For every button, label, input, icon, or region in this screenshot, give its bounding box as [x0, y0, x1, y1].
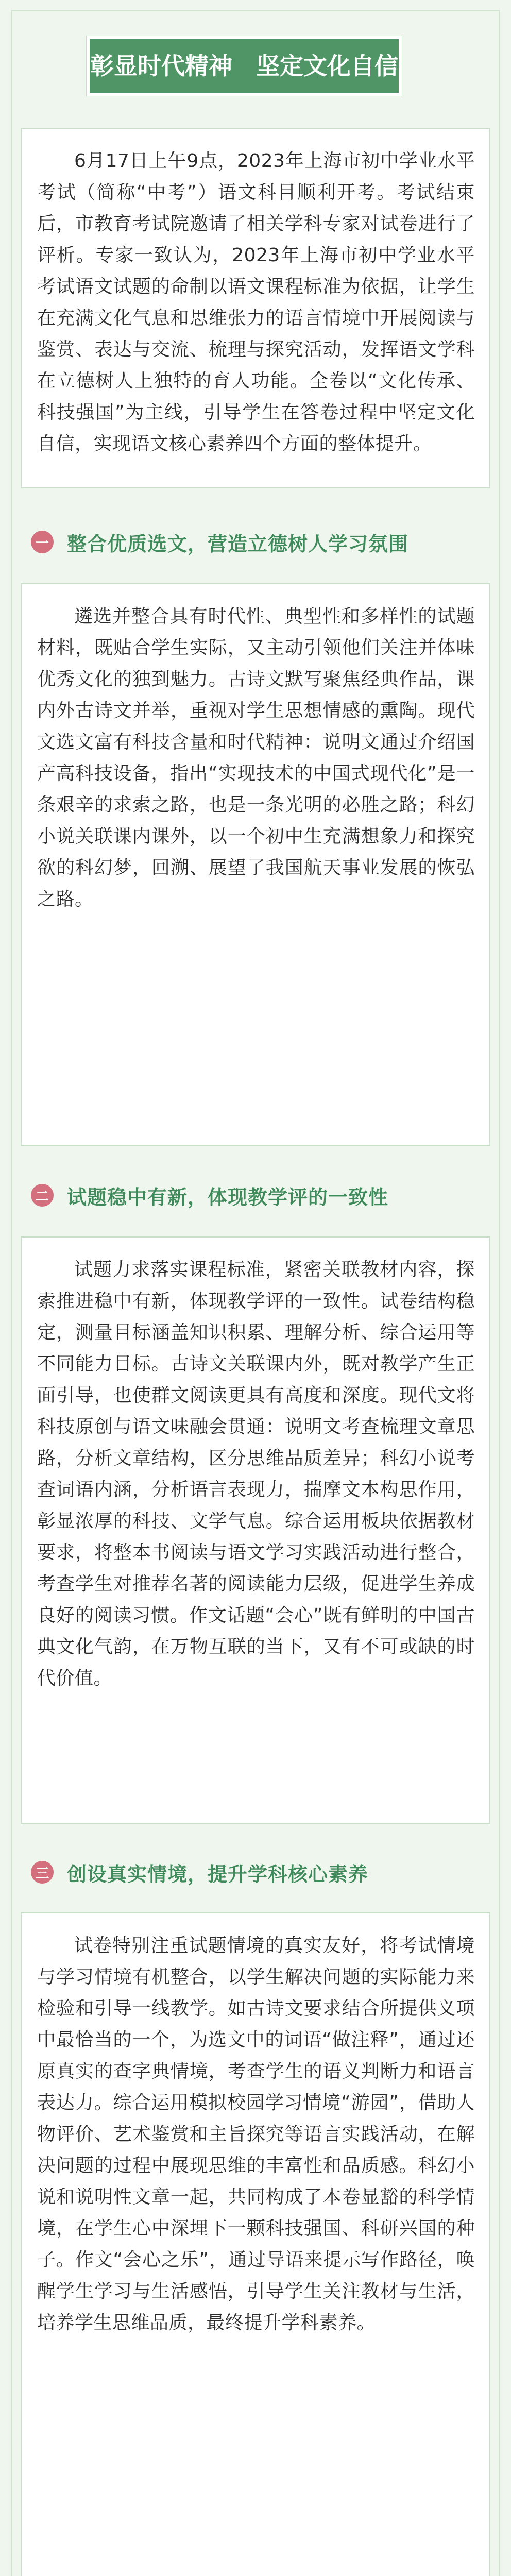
section-number-badge: 一: [31, 531, 54, 553]
section-number-badge: 三: [31, 1861, 54, 1884]
section-panel-1: [21, 583, 490, 1146]
section-heading-1: [21, 515, 490, 569]
section-title: 试题稳中有新，体现教学评的一致性: [67, 1185, 389, 1209]
section-panel-2: [21, 1236, 490, 1824]
section-heading-3: [21, 1845, 490, 1899]
section-heading-2: [21, 1168, 490, 1222]
section-title: 创设真实情境，提升学科核心素养: [67, 1862, 369, 1886]
section-title: 整合优质选文，营造立德树人学习氛围: [67, 532, 409, 555]
section-paragraph: 试题力求落实课程标准，紧密关联教材内容，探索推进稳中有新，体现教学评的一致性。试卷结构稳定，测量目标涵盖知识积累、理解分析、综合运用等不同能力目标。古诗文关联课内外，既对教学产生正面引导，也使群文阅读更具有高度和深度。现代文将科技原创与语文味融会贯通：说明文考查梳理文章思路，分析文章结构，区分思维品质差异；科幻小说考查词语内涵，分析语言表现力，揣摩文本构思作用，彰显浓厚的科技、文学气息。综合运用板块依据教材要求，将整本书阅读与语文学习实践活动进行整合，考查学生对推荐名著的阅读能力层级，促进学生养成良好的阅读习惯。作文话题“会心”既有鲜明的中国古典文化气韵，在万物互联的当下，又有不可或缺的时代价值。: [37, 1259, 475, 1689]
intro-paragraph: 6月17日上午9点，2023年上海市初中学业水平考试（简称“中考”）语文科目顺利开考。考试结束后，市教育考试院邀请了相关学科专家对试卷进行了评析。专家一致认为，2023年上海市初中学业水平考试语文试题的命制以语文课程标准为依据，让学生在充满文化气息和思维张力的语言情境中开展阅读与鉴赏、表达与交流、梳理与探究活动，发挥语文学科在立德树人上独特的育人功能。全卷以“文化传承、科技强国”为主线，引导学生在答卷过程中坚定文化自信，实现语文核心素养四个方面的整体提升。: [37, 150, 475, 454]
section-paragraph: 遴选并整合具有时代性、典型性和多样性的试题材料，既贴合学生实际，又主动引领他们关注并体味优秀文化的独到魅力。古诗文默写聚焦经典作品，课内外古诗文并举，重视对学生思想情感的熏陶。现代文选文富有科技含量和时代精神：说明文通过介绍国产高科技设备，指出“实现技术的中国式现代化”是一条艰辛的求索之路，也是一条光明的必胜之路；科幻小说关联课内课外，以一个初中生充满想象力和探究欲的科幻梦，回溯、展望了我国航天事业发展的恢弘之路。: [37, 606, 475, 910]
section-paragraph: 试卷特别注重试题情境的真实友好，将考试情境与学习情境有机整合，以学生解决问题的实际能力来检验和引导一线教学。如古诗文要求结合所提供义项中最恰当的一个，为选文中的词语“做注释”，通过还原真实的查字典情境，考查学生的语义判断力和语言表达力。综合运用模拟校园学习情境“游园”，借助人物评价、艺术鉴赏和主旨探究等语言实践活动，在解决问题的过程中展现思维的丰富性和品质感。科幻小说和说明性文章一起，共同构成了本卷显豁的科学情境，在学生心中深埋下一颗科技强国、科研兴国的种子。作文“会心之乐”，通过导语来提示写作路径，唤醒学生学习与生活感悟，引导学生关注教材与生活，培养学生思维品质，最终提升学科素养。: [37, 1935, 475, 2333]
intro-panel: [21, 128, 490, 488]
page-title: 彰显时代精神 坚定文化自信: [87, 36, 402, 96]
section-number-badge: 二: [31, 1184, 54, 1207]
section-panel-3: [21, 1912, 490, 2576]
